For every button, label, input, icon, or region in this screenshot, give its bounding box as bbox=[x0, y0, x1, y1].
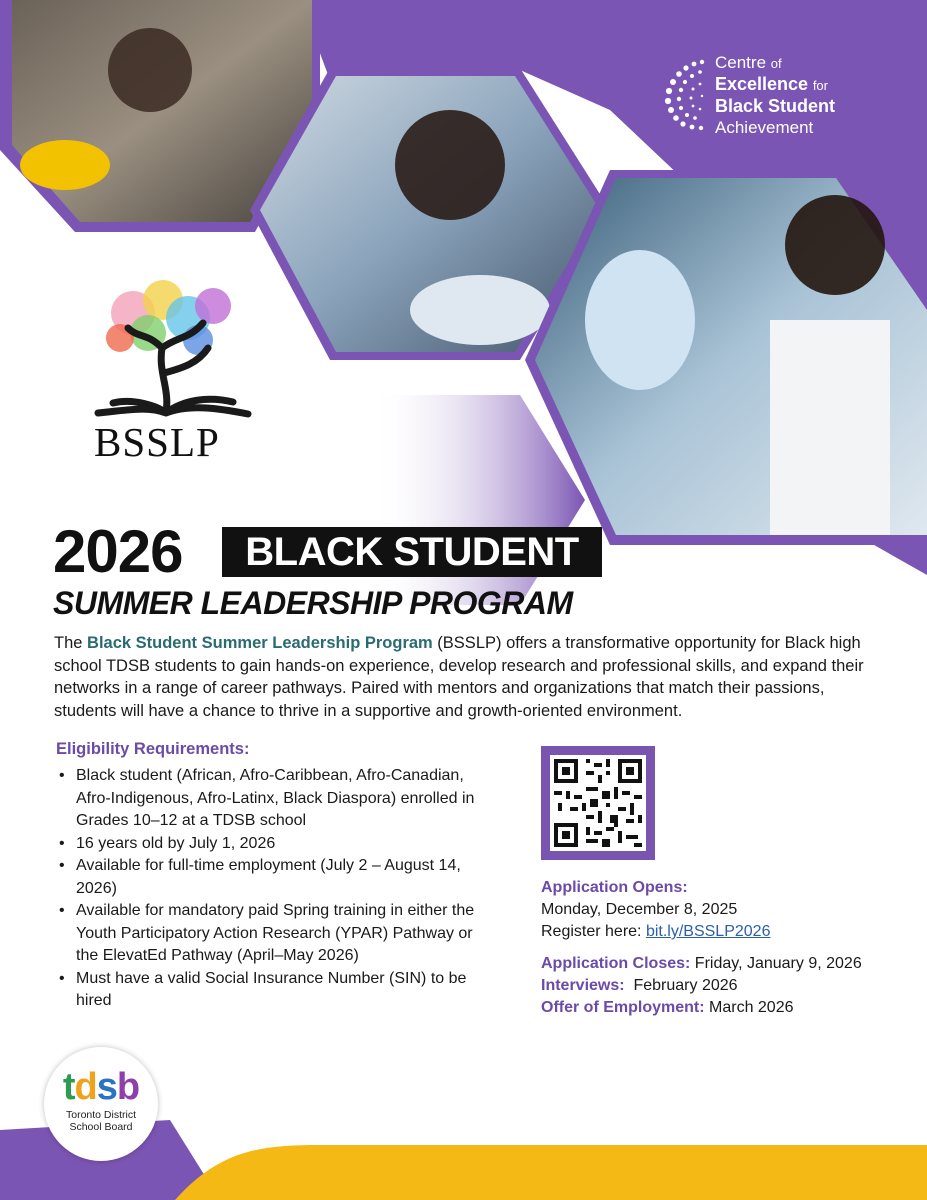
cebsa-line-4: Achievement bbox=[715, 118, 814, 137]
register-label: Register here: bbox=[541, 923, 646, 940]
cebsa-for: for bbox=[812, 78, 828, 93]
intro-lead: The bbox=[54, 634, 88, 652]
list-item: • 16 years old by July 1, 2026 bbox=[56, 833, 496, 856]
tree-icon bbox=[88, 278, 258, 418]
yellow-bottom-band bbox=[175, 1145, 927, 1200]
interviews-label: Interviews: bbox=[541, 977, 625, 994]
list-item: • Available for full-time employment (July 2 – August 14, 2026) bbox=[56, 855, 496, 900]
offer-date: March 2026 bbox=[704, 999, 794, 1016]
opens-label: Application Opens: bbox=[541, 879, 688, 896]
cebsa-dot-mark-icon bbox=[662, 54, 710, 132]
program-year: 2026 bbox=[53, 518, 183, 585]
bsslp-logo-text: BSSLP bbox=[94, 419, 220, 465]
qr-code[interactable] bbox=[541, 746, 655, 860]
list-item: • Available for mandatory paid Spring training in either the Youth Participatory Action Research (YPAR) Pathway or the ElevatEd Pathway (April–May 2026) bbox=[56, 900, 496, 968]
register-link[interactable]: bit.ly/BSSLP2026 bbox=[645, 923, 771, 940]
cebsa-line-3: Black Student bbox=[715, 96, 836, 116]
intro-program-name: Black Student Summer Leadership Program bbox=[87, 634, 433, 652]
cebsa-line-2: Excellence bbox=[715, 74, 809, 94]
eligibility-heading: Eligibility Requirements: bbox=[56, 740, 250, 758]
cebsa-logo bbox=[662, 52, 882, 138]
closes-date: Friday, January 9, 2026 bbox=[690, 955, 862, 972]
program-subtitle: SUMMER LEADERSHIP PROGRAM bbox=[53, 585, 573, 621]
intro-paragraph bbox=[54, 632, 874, 722]
tdsb-logo bbox=[44, 1047, 158, 1161]
tdsb-wordmark: tdsb bbox=[62, 1066, 140, 1108]
list-item: • Must have a valid Social Insurance Number (SIN) to be hired bbox=[56, 968, 496, 1013]
program-title: BLACK STUDENT bbox=[245, 530, 579, 574]
application-info bbox=[541, 877, 901, 1019]
eligibility-list bbox=[56, 765, 496, 1013]
intro-body: (BSSLP) offers a transformative opportunity for Black high school TDSB students to gain hands-on experience, develop research and professional skills, and expand their networks in a range of career pathways. Paired with mentors and organizations that match their passions, students will have a chance to thrive in a supportive and growth-oriented environment. bbox=[54, 634, 864, 720]
list-item: • Black student (African, Afro-Caribbean, Afro-Canadian, Afro-Indigenous, Afro-Latinx, Black Diaspora) enrolled in Grades 10–12 at a TDSB school bbox=[56, 765, 496, 833]
cebsa-of: of bbox=[770, 56, 782, 71]
interviews-date: February 2026 bbox=[624, 977, 738, 994]
title-box bbox=[222, 527, 602, 577]
qr-pattern-icon bbox=[550, 755, 646, 851]
closes-label: Application Closes: bbox=[541, 955, 691, 972]
tdsb-subtitle: Toronto District School Board bbox=[65, 1109, 137, 1133]
bsslp-logo bbox=[88, 278, 258, 468]
cebsa-line-1: Centre bbox=[715, 53, 767, 72]
offer-label: Offer of Employment: bbox=[541, 999, 705, 1016]
opens-date: Monday, December 8, 2025 bbox=[541, 901, 738, 918]
